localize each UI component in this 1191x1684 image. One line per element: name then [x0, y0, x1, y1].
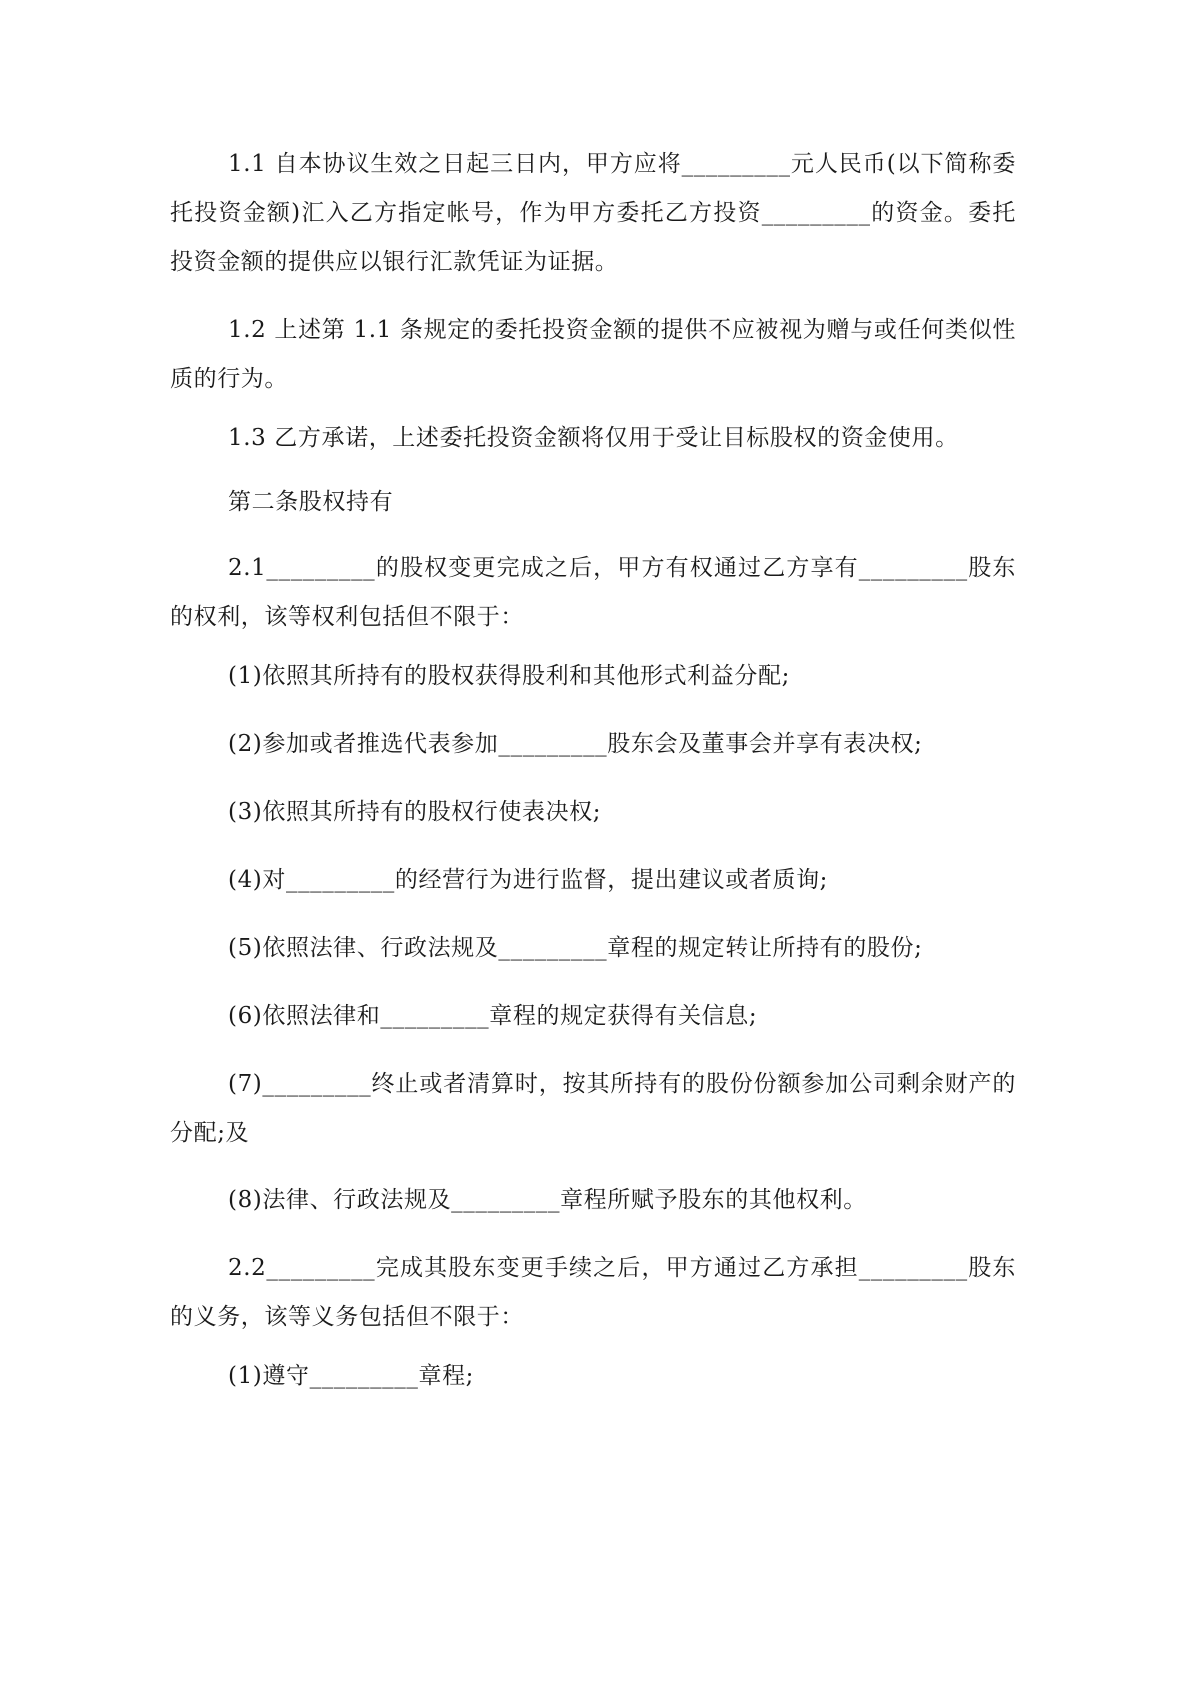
paragraph-2-1: 2.1_________的股权变更完成之后，甲方有权通过乙方享有_________股东的权利，该等权利包括但不限于：	[170, 555, 1016, 630]
paragraph-1-3: 1.3 乙方承诺，上述委托投资金额将仅用于受让目标股权的资金使用。	[228, 425, 959, 451]
list-item-right-8: (8)法律、行政法规及_________章程所赋予股东的其他权利。	[228, 1187, 867, 1213]
list-item-obligation-1: (1)遵守_________章程;	[228, 1363, 475, 1389]
list-item-right-5: (5)依照法律、行政法规及_________章程的规定转让所持有的股份;	[228, 935, 923, 961]
section-heading-article-2: 第二条股权持有	[228, 489, 394, 515]
list-item-right-2: (2)参加或者推选代表参加_________股东会及董事会并享有表决权;	[228, 731, 923, 757]
paragraph-2-2: 2.2_________完成其股东变更手续之后，甲方通过乙方承担_________股东的义务，该等义务包括但不限于：	[170, 1255, 1016, 1330]
list-item-right-3: (3)依照其所持有的股权行使表决权;	[228, 799, 602, 825]
list-item-right-6: (6)依照法律和_________章程的规定获得有关信息;	[228, 1003, 758, 1029]
list-item-right-1: (1)依照其所持有的股权获得股利和其他形式利益分配;	[228, 663, 790, 689]
list-item-right-7: (7)_________终止或者清算时，按其所持有的股份份额参加公司剩余财产的分配;及	[170, 1071, 1016, 1146]
paragraph-1-2: 1.2 上述第 1.1 条规定的委托投资金额的提供不应被视为赠与或任何类似性质的行为。	[170, 317, 1016, 392]
list-item-right-4: (4)对_________的经营行为进行监督，提出建议或者质询;	[228, 867, 829, 893]
paragraph-1-1: 1.1 自本协议生效之日起三日内，甲方应将_________元人民币(以下简称委托投资金额)汇入乙方指定帐号，作为甲方委托乙方投资_________的资金。委托投资金额的提供应以银行汇款凭证为证据。	[170, 151, 1016, 275]
